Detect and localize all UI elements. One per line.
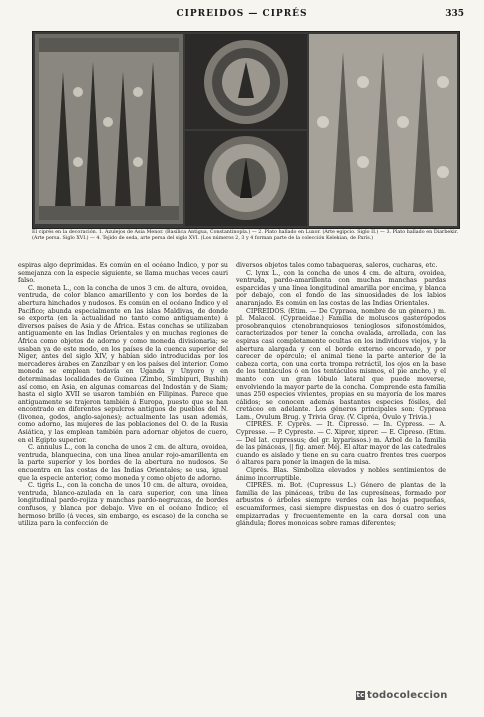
running-title: CIPREIDOS — CIPRÉS bbox=[176, 9, 308, 19]
paragraph: C. lynx L., con la concha de unos 4 cm. de altura, ovoidea, ventruda, pardo-amarillenta con muchas manchas pardas esparcidas y una línea longitudinal amarilla por encima, y blanca por debajo, con el fondo de las sinuosidades de los labios anaranjado. Es común en las costas de las Indias Orientales. bbox=[236, 269, 446, 307]
decorative-plate-illustration bbox=[32, 31, 460, 229]
paragraph: C. moneta L., con la concha de unos 3 cm. de altura, ovoidea, ventruda, de color blanco amarillento y con los bordes de la abertura hinchados y nudosos. Es común en el océano Índico y el Pacífico; abunda especialmente en las islas Maldivas, de donde se exporta (en la actualidad no tanto como antiguamente) á diversos países de Asia y de África. Estas conchas se utilizaban antiguamente en las Indias Orientales y en muchas regiones de África como objetos de adorno y como moneda divisionaria; se usaban ya de este modo, en los países de la cuenca superior del Niger, antes del siglo XIV, y habían sido introducidas por los mercaderes árabes en Zanzíbar y en los países del interior. Como moneda se emplean todavía en Uganda y Unyoro y en determinadas localidades de Guinea (Zimbo, Simbipuri, Bushih) así como, en Asia, en algunas comarcas del Indostán y de Siam; hasta el siglo XVII se usaron también en Filipinas. Parece que antiguamente se trajeron también á Europa, puesto que se han encontrado en diferentes sepulcros antiguos de pueblos del N. (livonea, godos, anglo-sajones); actualmente las usan además, como adorno, las mujeres de las poblaciones del O. de la Rusia Asiática, y las emplean también para adornar objetos de cuero, en el Egipto superior. bbox=[18, 284, 228, 444]
right-text-column bbox=[236, 262, 446, 528]
watermark-text: todocoleccion bbox=[367, 690, 448, 701]
paragraph: diversos objetos tales como tabaqueras, saleros, cucharas, etc. bbox=[236, 262, 438, 269]
plate-artwork bbox=[33, 32, 459, 228]
paragraph: espiras algo deprimidas. Es común en el océano Índico, y por su semejanza con la especie siguiente, se llama muchas veces cauri falso. bbox=[18, 262, 228, 285]
watermark-logo-icon: tc bbox=[356, 690, 365, 699]
silk-textile-panel bbox=[309, 34, 457, 226]
plate-caption: El ciprés en la decoración. 1. Azulejos de Asia Menor. (Basílica Antigua, Constantinopla.) — 2. Plato hallado en Luxor. (Arte egipcio. Siglo II.) — 3. Plato hallado en Diarbekir. (Arte persa. Siglo XVI.) — 4. Tejido de seda, arte persa del siglo XVI. (Los números 2, 3 y 4 forman parte de la colección Kelekian, de París.) bbox=[32, 230, 458, 242]
watermark bbox=[356, 690, 448, 701]
left-text-column bbox=[18, 262, 228, 528]
plate-luxor bbox=[185, 34, 307, 129]
paragraph: CIPREIDOS. (Etim. — De Cypraea, nombre de un género.) m. pl. Malacol. (Cypraeidae.) Familia de moluscos gasterópodos prosobranquios ctenobranquiosos tenioglosos sifonostómidos, caracterizados por tener la concha ovalada, arrollada, con las espiras casi completamente ocultas en los individuos viejos, y la abertura alargada y con el borde externo encorvado, y por carecer de opérculo; el animal tiene la parte anterior de la cabeza corta, con una corta trompa retráctil, los ojos en la base de los tentáculos ó en los tentáculos mismos, el pie ancho, y el manto con un gran lóbulo lateral que puede moverse, envolviendo la mayor parte de la concha. Comprende esta familia unas 250 especies vivientes, propias en su mayoría de los mares cálidos; se conocen además bastantes especies fósiles, del cretáceo en adelante. Los géneros principales son: Cypraea Lam., Ovulum Brug. y Trivia Gray. (V. Cipréa, Óvulo y Trivia.) bbox=[236, 307, 446, 421]
paragraph: CIPRÉS. F. Cyprès. — It. Cipresso. — In. Cypress. — A. Cypresse. — P. Cypreste. — C. Xiprer, xiprer. — E. Cipreso. (Etim. — Del lat. cupressus; del gr. kyparissos.) m. Árbol de la familia de las pináceas, || fig. amer. Méj. El altar mayor de las catedrales cuando es aislado y tiene en su cara cuatro frentes tres cuerpos ó altares para poner la imagen de la misa. bbox=[236, 421, 446, 467]
paragraph: C. annulus L., con la concha de unos 2 cm. de altura, ovoidea, ventruda, blanquecina, con una línea anular rojo-amarillenta en la parte superior y los bordes de la abertura no nudosos. Se encuentra en las costas de las Indias Orientales; se usa, igual que la especie anterior, como moneda y como objeto de adorno. bbox=[18, 444, 228, 482]
paragraph: C. tigris L., con la concha de unos 10 cm. de altura, ovoidea, ventruda, blanco-azulada en la cara superior, con una línea longitudinal pardo-rojiza y manchas pardo-negruzcas, de bordes confusos, y blanca por debajo. Vive en el océano Índico; el hermoso brillo (á veces, sin embargo, es escaso) de la concha se utiliza para la confección de bbox=[18, 482, 228, 528]
plate-diarbekir bbox=[185, 131, 307, 226]
running-header bbox=[0, 9, 484, 23]
tile-panel-1 bbox=[35, 34, 183, 224]
page-number: 335 bbox=[445, 9, 464, 19]
paragraph: CIPRÉS. m. Bot. (Cupressus L.) Género de plantas de la familia de las pináceas, tribu de las cupresíneas, formado por arbustos ó árboles siempre verdes con las hojas pequeñas, escuamiformes, casi siempre dispuestas en dos ó cuatro series empizarradas y frecuentemente en la cara dorsal con una glándula; flores monoicas sobre ramas diferentes; bbox=[236, 482, 446, 528]
paragraph: Ciprés. Blas. Simboliza elevados y nobles sentimientos de ánimo incorruptible. bbox=[236, 467, 446, 482]
